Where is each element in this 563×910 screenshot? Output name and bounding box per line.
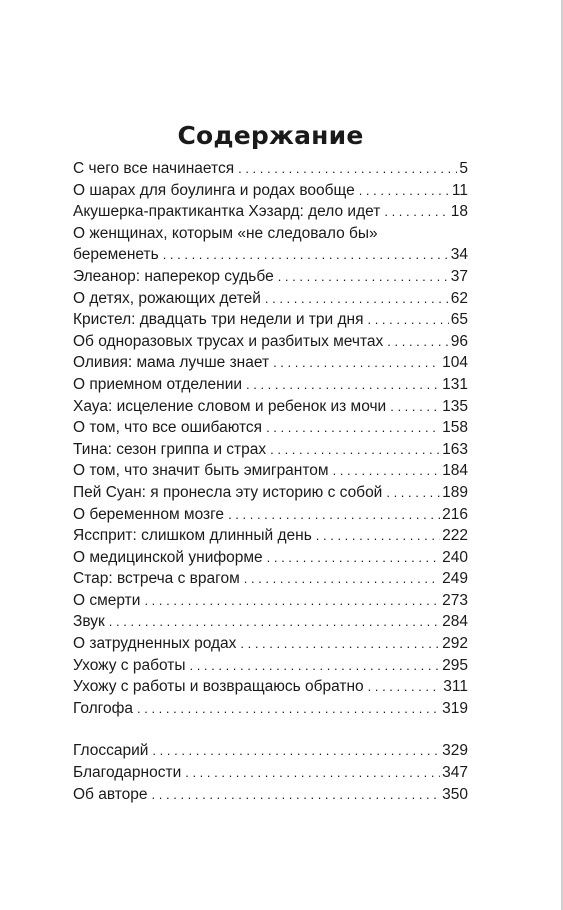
page-number: 222 bbox=[442, 527, 468, 545]
toc-entry bbox=[73, 460, 468, 482]
entry-title: Яссприт: слишком длинный день bbox=[73, 527, 312, 545]
toc-entry bbox=[73, 180, 468, 202]
dot-leader bbox=[267, 547, 440, 569]
entry-title: Благодарности bbox=[73, 764, 182, 782]
page-number: 5 bbox=[459, 160, 468, 177]
entry-title: О медицинской униформе bbox=[73, 548, 263, 566]
dot-leader bbox=[266, 417, 440, 439]
page-number: 240 bbox=[442, 548, 468, 566]
toc-entry bbox=[73, 331, 468, 353]
entry-title: Ухожу с работы и возвращаюсь обратно bbox=[73, 678, 364, 696]
page-number: 62 bbox=[450, 289, 468, 307]
dot-leader bbox=[137, 698, 440, 720]
toc-entry bbox=[73, 740, 468, 762]
page-number: 216 bbox=[442, 505, 468, 523]
toc-entry bbox=[73, 655, 468, 677]
page-number: 292 bbox=[442, 635, 468, 653]
page-number: 37 bbox=[450, 267, 468, 285]
dot-leader bbox=[238, 158, 457, 180]
entry-title: Тина: сезон гриппа и страх bbox=[73, 440, 267, 458]
entry-title: О затрудненных родах bbox=[73, 635, 237, 653]
entry-title: О приемном отделении bbox=[73, 375, 243, 393]
page-number: 96 bbox=[450, 332, 468, 350]
toc-entry bbox=[73, 417, 468, 439]
entry-title: Кристел: двадцать три недели и три дня bbox=[73, 311, 364, 329]
toc-entry bbox=[73, 352, 468, 374]
toc-entry bbox=[73, 611, 468, 633]
entry-title: Об одноразовых трусах и разбитых мечтах bbox=[73, 332, 384, 350]
toc-entry bbox=[73, 482, 468, 504]
entry-title: С чего все начинается bbox=[73, 160, 235, 177]
toc-entry bbox=[73, 439, 468, 461]
toc-entry bbox=[73, 374, 468, 396]
dot-leader bbox=[144, 590, 440, 612]
page-number: 350 bbox=[442, 785, 468, 803]
entry-title: Хауа: исцеление словом и ребенок из мочи bbox=[73, 397, 387, 415]
toc-entry bbox=[73, 288, 468, 310]
page-number: 273 bbox=[442, 591, 468, 609]
page-number: 311 bbox=[443, 678, 468, 696]
dot-leader bbox=[333, 460, 441, 482]
dot-leader bbox=[368, 676, 442, 698]
dot-leader bbox=[163, 244, 449, 266]
dot-leader bbox=[240, 633, 440, 655]
entry-title: Об авторе bbox=[73, 785, 148, 803]
page-number: 347 bbox=[442, 764, 468, 782]
dot-leader bbox=[359, 180, 450, 202]
dot-leader bbox=[265, 288, 449, 310]
toc-entry bbox=[73, 309, 468, 331]
dot-leader bbox=[387, 331, 448, 353]
toc-entry bbox=[73, 201, 468, 223]
entry-title: О беременном мозге bbox=[73, 505, 225, 523]
toc-entry bbox=[73, 547, 468, 569]
dot-leader bbox=[152, 740, 440, 762]
entry-title: О детях, рожающих детей bbox=[73, 289, 261, 307]
dot-leader bbox=[273, 352, 440, 374]
page-number: 163 bbox=[442, 440, 468, 458]
toc-entry bbox=[73, 762, 468, 784]
toc-entry bbox=[73, 504, 468, 526]
toc-title: Содержание bbox=[177, 121, 364, 150]
page-number: 65 bbox=[450, 311, 468, 329]
entry-title: Ухожу с работы bbox=[73, 656, 186, 674]
table-of-contents bbox=[73, 118, 468, 805]
toc-entry bbox=[73, 590, 468, 612]
toc-entry bbox=[73, 396, 468, 418]
dot-leader bbox=[244, 568, 440, 590]
dot-leader bbox=[189, 655, 440, 677]
page-number: 184 bbox=[442, 462, 468, 480]
dot-leader bbox=[278, 266, 449, 288]
page-number: 135 bbox=[442, 397, 468, 415]
toc-entry bbox=[73, 676, 468, 698]
dot-leader bbox=[390, 396, 440, 418]
page-number: 11 bbox=[451, 181, 468, 199]
dot-leader bbox=[384, 201, 448, 223]
page-number: 158 bbox=[442, 419, 468, 437]
entry-title: О том, что все ошибаются bbox=[73, 419, 263, 437]
page-number: 131 bbox=[442, 375, 468, 393]
page-number: 104 bbox=[442, 354, 468, 372]
chapter-list bbox=[73, 158, 468, 719]
page-number: 34 bbox=[450, 246, 468, 264]
page-number: 319 bbox=[442, 699, 468, 717]
entry-title: О том, что значит быть эмигрантом bbox=[73, 462, 329, 480]
entry-title: Стар: встреча с врагом bbox=[73, 570, 240, 588]
entry-title-continued: беременеть bbox=[73, 246, 159, 264]
toc-entry bbox=[73, 568, 468, 590]
dot-leader bbox=[109, 611, 440, 633]
dot-leader bbox=[246, 374, 440, 396]
dot-leader bbox=[228, 504, 440, 526]
dot-leader bbox=[270, 439, 440, 461]
entry-title: Голгофа bbox=[73, 699, 133, 717]
toc-entry bbox=[73, 525, 468, 547]
entry-title: О шарах для боулинга и родах вообще bbox=[73, 181, 355, 199]
appendix-list bbox=[73, 740, 468, 805]
page-number: 295 bbox=[442, 656, 468, 674]
toc-entry bbox=[73, 698, 468, 720]
page-number: 284 bbox=[442, 613, 468, 631]
page-number: 249 bbox=[442, 570, 468, 588]
dot-leader bbox=[386, 482, 440, 504]
toc-entry bbox=[73, 784, 468, 806]
entry-title: Элеанор: наперекор судьбе bbox=[73, 267, 274, 285]
entry-title: Акушерка-практикантка Хэзард: дело идет bbox=[73, 203, 381, 221]
entry-title: Оливия: мама лучше знает bbox=[73, 354, 270, 372]
dot-leader bbox=[316, 525, 440, 547]
entry-title: О женщинах, которым «не следовало бы» bbox=[73, 224, 378, 242]
page-number: 189 bbox=[442, 483, 468, 501]
toc-entry-continued bbox=[73, 244, 468, 266]
toc-entry bbox=[73, 633, 468, 655]
page-number: 18 bbox=[450, 203, 468, 221]
page-number: 329 bbox=[442, 742, 468, 760]
dot-leader bbox=[185, 762, 440, 784]
entry-title: Глоссарий bbox=[73, 742, 149, 760]
entry-title: Звук bbox=[73, 613, 105, 631]
dot-leader bbox=[367, 309, 448, 331]
toc-entry bbox=[73, 266, 468, 288]
toc-entry bbox=[73, 158, 468, 180]
toc-entry bbox=[73, 223, 468, 245]
entry-title: О смерти bbox=[73, 591, 141, 609]
dot-leader bbox=[152, 784, 441, 806]
entry-title: Пей Суан: я пронесла эту историю с собой bbox=[73, 483, 383, 501]
